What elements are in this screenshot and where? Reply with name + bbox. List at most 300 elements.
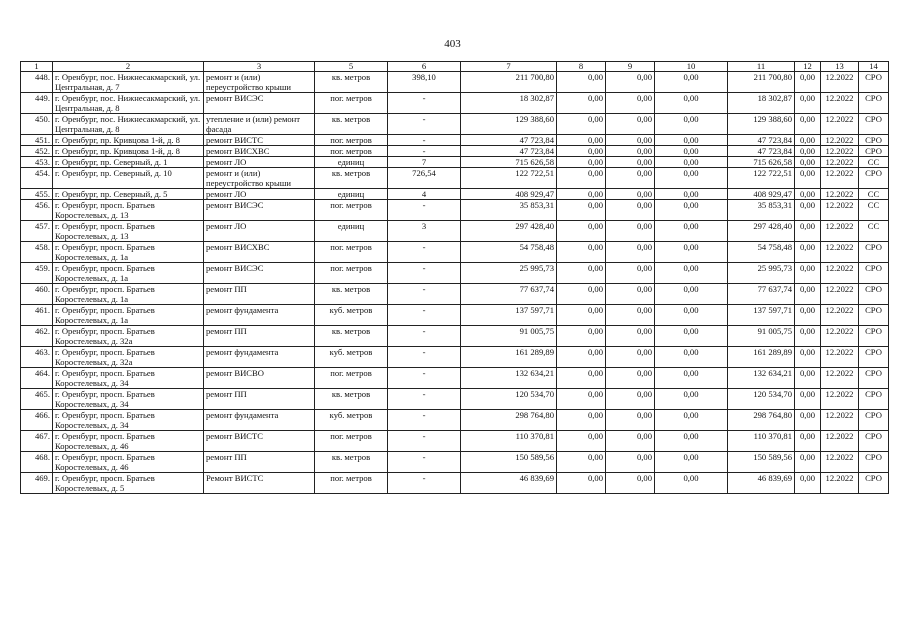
unit-cell: кв. метров — [315, 389, 388, 410]
total-cost-cell: 25 995,73 — [461, 263, 557, 284]
work-type-cell: Ремонт ВИСТС — [204, 473, 315, 494]
unit-cell: пог. метров — [315, 146, 388, 157]
completion-date-cell: 12.2022 — [821, 284, 859, 305]
col12-cell: 0,00 — [795, 72, 821, 93]
quantity-cell: - — [388, 452, 461, 473]
total-cost-cell: 77 637,74 — [461, 284, 557, 305]
table-row — [21, 242, 889, 263]
row-number: 448. — [21, 72, 53, 93]
table-row — [21, 72, 889, 93]
row-number: 463. — [21, 347, 53, 368]
work-type-cell: ремонт ВИСХВС — [204, 242, 315, 263]
col12-cell: 0,00 — [795, 368, 821, 389]
table-row — [21, 473, 889, 494]
work-type-cell: ремонт и (или) переустройство крыши — [204, 72, 315, 93]
table-row — [21, 305, 889, 326]
col12-cell: 0,00 — [795, 347, 821, 368]
table-row — [21, 263, 889, 284]
table-row — [21, 189, 889, 200]
col11-cell: 47 723,84 — [728, 135, 795, 146]
fund-type-cell: СРО — [859, 347, 889, 368]
table-row — [21, 221, 889, 242]
fund-type-cell: СРО — [859, 368, 889, 389]
col12-cell: 0,00 — [795, 168, 821, 189]
quantity-cell: - — [388, 284, 461, 305]
table-row — [21, 368, 889, 389]
address-cell: г. Оренбург, просп. Братьев Коростелевых, д. 13 — [53, 221, 204, 242]
column-number-header: 7 — [461, 62, 557, 72]
column-number-header: 14 — [859, 62, 889, 72]
col8-cell: 0,00 — [557, 221, 606, 242]
col11-cell: 298 764,80 — [728, 410, 795, 431]
address-cell: г. Оренбург, пос. Нижнесакмарский, ул. Центральная, д. 8 — [53, 93, 204, 114]
col9-cell: 0,00 — [606, 146, 655, 157]
col9-cell: 0,00 — [606, 114, 655, 135]
completion-date-cell: 12.2022 — [821, 452, 859, 473]
column-number-row — [21, 62, 889, 72]
col9-cell: 0,00 — [606, 157, 655, 168]
col11-cell: 132 634,21 — [728, 368, 795, 389]
col11-cell: 91 005,75 — [728, 326, 795, 347]
total-cost-cell: 91 005,75 — [461, 326, 557, 347]
row-number: 466. — [21, 410, 53, 431]
col9-cell: 0,00 — [606, 284, 655, 305]
row-number: 449. — [21, 93, 53, 114]
col10-cell: 0,00 — [655, 368, 728, 389]
col8-cell: 0,00 — [557, 242, 606, 263]
col9-cell: 0,00 — [606, 473, 655, 494]
col8-cell: 0,00 — [557, 146, 606, 157]
col9-cell: 0,00 — [606, 135, 655, 146]
col8-cell: 0,00 — [557, 135, 606, 146]
completion-date-cell: 12.2022 — [821, 135, 859, 146]
address-cell: г. Оренбург, просп. Братьев Коростелевых, д. 1а — [53, 305, 204, 326]
fund-type-cell: СС — [859, 221, 889, 242]
unit-cell: куб. метров — [315, 347, 388, 368]
address-cell: г. Оренбург, пр. Северный, д. 1 — [53, 157, 204, 168]
table-row — [21, 146, 889, 157]
row-number: 451. — [21, 135, 53, 146]
col12-cell: 0,00 — [795, 410, 821, 431]
col8-cell: 0,00 — [557, 473, 606, 494]
address-cell: г. Оренбург, просп. Братьев Коростелевых, д. 34 — [53, 368, 204, 389]
quantity-cell: - — [388, 263, 461, 284]
completion-date-cell: 12.2022 — [821, 114, 859, 135]
col12-cell: 0,00 — [795, 284, 821, 305]
col12-cell: 0,00 — [795, 93, 821, 114]
column-number-header: 10 — [655, 62, 728, 72]
col11-cell: 297 428,40 — [728, 221, 795, 242]
col10-cell: 0,00 — [655, 326, 728, 347]
col8-cell: 0,00 — [557, 347, 606, 368]
col12-cell: 0,00 — [795, 157, 821, 168]
col11-cell: 47 723,84 — [728, 146, 795, 157]
col12-cell: 0,00 — [795, 263, 821, 284]
fund-type-cell: СРО — [859, 431, 889, 452]
repair-register-table — [20, 61, 889, 494]
total-cost-cell: 137 597,71 — [461, 305, 557, 326]
table-row — [21, 431, 889, 452]
col10-cell: 0,00 — [655, 263, 728, 284]
address-cell: г. Оренбург, пр. Северный, д. 10 — [53, 168, 204, 189]
col11-cell: 18 302,87 — [728, 93, 795, 114]
work-type-cell: ремонт ЛО — [204, 189, 315, 200]
fund-type-cell: СРО — [859, 168, 889, 189]
quantity-cell: - — [388, 146, 461, 157]
unit-cell: пог. метров — [315, 263, 388, 284]
col8-cell: 0,00 — [557, 157, 606, 168]
col8-cell: 0,00 — [557, 72, 606, 93]
row-number: 469. — [21, 473, 53, 494]
row-number: 464. — [21, 368, 53, 389]
column-number-header: 13 — [821, 62, 859, 72]
address-cell: г. Оренбург, просп. Братьев Коростелевых, д. 34 — [53, 410, 204, 431]
work-type-cell: ремонт ПП — [204, 452, 315, 473]
col9-cell: 0,00 — [606, 72, 655, 93]
quantity-cell: 7 — [388, 157, 461, 168]
total-cost-cell: 110 370,81 — [461, 431, 557, 452]
row-number: 461. — [21, 305, 53, 326]
fund-type-cell: СРО — [859, 389, 889, 410]
unit-cell: единиц — [315, 189, 388, 200]
completion-date-cell: 12.2022 — [821, 221, 859, 242]
row-number: 455. — [21, 189, 53, 200]
completion-date-cell: 12.2022 — [821, 326, 859, 347]
total-cost-cell: 161 289,89 — [461, 347, 557, 368]
fund-type-cell: СРО — [859, 410, 889, 431]
total-cost-cell: 297 428,40 — [461, 221, 557, 242]
col12-cell: 0,00 — [795, 114, 821, 135]
unit-cell: пог. метров — [315, 200, 388, 221]
address-cell: г. Оренбург, просп. Братьев Коростелевых, д. 5 — [53, 473, 204, 494]
col9-cell: 0,00 — [606, 93, 655, 114]
total-cost-cell: 54 758,48 — [461, 242, 557, 263]
address-cell: г. Оренбург, пос. Нижнесакмарский, ул. Центральная, д. 8 — [53, 114, 204, 135]
col8-cell: 0,00 — [557, 431, 606, 452]
col8-cell: 0,00 — [557, 263, 606, 284]
fund-type-cell: СРО — [859, 263, 889, 284]
col10-cell: 0,00 — [655, 72, 728, 93]
work-type-cell: ремонт ЛО — [204, 157, 315, 168]
address-cell: г. Оренбург, просп. Братьев Коростелевых, д. 1а — [53, 263, 204, 284]
col11-cell: 46 839,69 — [728, 473, 795, 494]
col9-cell: 0,00 — [606, 326, 655, 347]
quantity-cell: 3 — [388, 221, 461, 242]
completion-date-cell: 12.2022 — [821, 93, 859, 114]
col10-cell: 0,00 — [655, 305, 728, 326]
table-row — [21, 157, 889, 168]
col12-cell: 0,00 — [795, 326, 821, 347]
table-row — [21, 452, 889, 473]
total-cost-cell: 150 589,56 — [461, 452, 557, 473]
quantity-cell: - — [388, 242, 461, 263]
column-number-header: 3 — [204, 62, 315, 72]
address-cell: г. Оренбург, пр. Кривцова 1-й, д. 8 — [53, 135, 204, 146]
fund-type-cell: СС — [859, 157, 889, 168]
quantity-cell: - — [388, 93, 461, 114]
row-number: 465. — [21, 389, 53, 410]
address-cell: г. Оренбург, просп. Братьев Коростелевых, д. 46 — [53, 452, 204, 473]
column-number-header: 11 — [728, 62, 795, 72]
total-cost-cell: 120 534,70 — [461, 389, 557, 410]
col12-cell: 0,00 — [795, 452, 821, 473]
fund-type-cell: СРО — [859, 305, 889, 326]
work-type-cell: ремонт ВИСЭС — [204, 200, 315, 221]
col11-cell: 35 853,31 — [728, 200, 795, 221]
completion-date-cell: 12.2022 — [821, 168, 859, 189]
col9-cell: 0,00 — [606, 200, 655, 221]
completion-date-cell: 12.2022 — [821, 146, 859, 157]
fund-type-cell: СРО — [859, 473, 889, 494]
col10-cell: 0,00 — [655, 221, 728, 242]
completion-date-cell: 12.2022 — [821, 473, 859, 494]
unit-cell: куб. метров — [315, 305, 388, 326]
table-row — [21, 135, 889, 146]
completion-date-cell: 12.2022 — [821, 305, 859, 326]
col12-cell: 0,00 — [795, 473, 821, 494]
col10-cell: 0,00 — [655, 135, 728, 146]
col10-cell: 0,00 — [655, 189, 728, 200]
col10-cell: 0,00 — [655, 93, 728, 114]
completion-date-cell: 12.2022 — [821, 410, 859, 431]
unit-cell: пог. метров — [315, 93, 388, 114]
row-number: 467. — [21, 431, 53, 452]
col8-cell: 0,00 — [557, 410, 606, 431]
unit-cell: пог. метров — [315, 473, 388, 494]
row-number: 459. — [21, 263, 53, 284]
fund-type-cell: СРО — [859, 284, 889, 305]
col10-cell: 0,00 — [655, 347, 728, 368]
completion-date-cell: 12.2022 — [821, 157, 859, 168]
unit-cell: пог. метров — [315, 431, 388, 452]
col9-cell: 0,00 — [606, 389, 655, 410]
completion-date-cell: 12.2022 — [821, 72, 859, 93]
address-cell: г. Оренбург, просп. Братьев Коростелевых, д. 46 — [53, 431, 204, 452]
quantity-cell: - — [388, 200, 461, 221]
column-number-header: 9 — [606, 62, 655, 72]
col11-cell: 77 637,74 — [728, 284, 795, 305]
quantity-cell: - — [388, 473, 461, 494]
quantity-cell: 726,54 — [388, 168, 461, 189]
col12-cell: 0,00 — [795, 221, 821, 242]
completion-date-cell: 12.2022 — [821, 431, 859, 452]
column-number-header: 2 — [53, 62, 204, 72]
col8-cell: 0,00 — [557, 452, 606, 473]
work-type-cell: ремонт ПП — [204, 326, 315, 347]
col11-cell: 110 370,81 — [728, 431, 795, 452]
total-cost-cell: 132 634,21 — [461, 368, 557, 389]
address-cell: г. Оренбург, просп. Братьев Коростелевых, д. 13 — [53, 200, 204, 221]
table-row — [21, 284, 889, 305]
col10-cell: 0,00 — [655, 114, 728, 135]
col12-cell: 0,00 — [795, 146, 821, 157]
col10-cell: 0,00 — [655, 168, 728, 189]
col12-cell: 0,00 — [795, 189, 821, 200]
address-cell: г. Оренбург, пр. Северный, д. 5 — [53, 189, 204, 200]
col9-cell: 0,00 — [606, 242, 655, 263]
address-cell: г. Оренбург, просп. Братьев Коростелевых, д. 32а — [53, 347, 204, 368]
completion-date-cell: 12.2022 — [821, 242, 859, 263]
unit-cell: кв. метров — [315, 326, 388, 347]
unit-cell: кв. метров — [315, 168, 388, 189]
col10-cell: 0,00 — [655, 473, 728, 494]
work-type-cell: ремонт ВИСТС — [204, 431, 315, 452]
col11-cell: 161 289,89 — [728, 347, 795, 368]
col9-cell: 0,00 — [606, 221, 655, 242]
col11-cell: 122 722,51 — [728, 168, 795, 189]
work-type-cell: ремонт ВИСЭС — [204, 263, 315, 284]
unit-cell: пог. метров — [315, 135, 388, 146]
col9-cell: 0,00 — [606, 410, 655, 431]
unit-cell: кв. метров — [315, 72, 388, 93]
total-cost-cell: 129 388,60 — [461, 114, 557, 135]
total-cost-cell: 408 929,47 — [461, 189, 557, 200]
address-cell: г. Оренбург, просп. Братьев Коростелевых, д. 1а — [53, 284, 204, 305]
fund-type-cell: СРО — [859, 242, 889, 263]
address-cell: г. Оренбург, просп. Братьев Коростелевых, д. 1а — [53, 242, 204, 263]
quantity-cell: - — [388, 135, 461, 146]
work-type-cell: ремонт и (или) переустройство крыши — [204, 168, 315, 189]
completion-date-cell: 12.2022 — [821, 389, 859, 410]
col11-cell: 211 700,80 — [728, 72, 795, 93]
total-cost-cell: 35 853,31 — [461, 200, 557, 221]
total-cost-cell: 211 700,80 — [461, 72, 557, 93]
total-cost-cell: 122 722,51 — [461, 168, 557, 189]
table-row — [21, 410, 889, 431]
quantity-cell: - — [388, 305, 461, 326]
row-number: 456. — [21, 200, 53, 221]
col10-cell: 0,00 — [655, 157, 728, 168]
unit-cell: единиц — [315, 157, 388, 168]
work-type-cell: ремонт фундамента — [204, 410, 315, 431]
completion-date-cell: 12.2022 — [821, 263, 859, 284]
col8-cell: 0,00 — [557, 326, 606, 347]
quantity-cell: 398,10 — [388, 72, 461, 93]
table-row — [21, 389, 889, 410]
table-row — [21, 200, 889, 221]
col8-cell: 0,00 — [557, 114, 606, 135]
table-row — [21, 114, 889, 135]
col12-cell: 0,00 — [795, 305, 821, 326]
unit-cell: единиц — [315, 221, 388, 242]
col9-cell: 0,00 — [606, 347, 655, 368]
col12-cell: 0,00 — [795, 200, 821, 221]
fund-type-cell: СРО — [859, 326, 889, 347]
fund-type-cell: СРО — [859, 93, 889, 114]
table-row — [21, 93, 889, 114]
col8-cell: 0,00 — [557, 389, 606, 410]
column-number-header: 5 — [315, 62, 388, 72]
unit-cell: кв. метров — [315, 452, 388, 473]
col12-cell: 0,00 — [795, 389, 821, 410]
unit-cell: пог. метров — [315, 242, 388, 263]
fund-type-cell: СРО — [859, 146, 889, 157]
quantity-cell: - — [388, 431, 461, 452]
col8-cell: 0,00 — [557, 284, 606, 305]
page-number: 403 — [444, 38, 461, 50]
col10-cell: 0,00 — [655, 410, 728, 431]
col8-cell: 0,00 — [557, 200, 606, 221]
fund-type-cell: СРО — [859, 72, 889, 93]
work-type-cell: ремонт ЛО — [204, 221, 315, 242]
col9-cell: 0,00 — [606, 368, 655, 389]
unit-cell: куб. метров — [315, 410, 388, 431]
total-cost-cell: 18 302,87 — [461, 93, 557, 114]
quantity-cell: 4 — [388, 189, 461, 200]
row-number: 457. — [21, 221, 53, 242]
col11-cell: 408 929,47 — [728, 189, 795, 200]
total-cost-cell: 47 723,84 — [461, 146, 557, 157]
row-number: 450. — [21, 114, 53, 135]
col10-cell: 0,00 — [655, 200, 728, 221]
col8-cell: 0,00 — [557, 93, 606, 114]
work-type-cell: ремонт ВИСЭС — [204, 93, 315, 114]
fund-type-cell: СРО — [859, 452, 889, 473]
total-cost-cell: 47 723,84 — [461, 135, 557, 146]
completion-date-cell: 12.2022 — [821, 189, 859, 200]
col11-cell: 54 758,48 — [728, 242, 795, 263]
col8-cell: 0,00 — [557, 305, 606, 326]
table-row — [21, 326, 889, 347]
row-number: 452. — [21, 146, 53, 157]
work-type-cell: ремонт ВИСХВС — [204, 146, 315, 157]
col11-cell: 715 626,58 — [728, 157, 795, 168]
col10-cell: 0,00 — [655, 242, 728, 263]
col11-cell: 120 534,70 — [728, 389, 795, 410]
col9-cell: 0,00 — [606, 452, 655, 473]
fund-type-cell: СРО — [859, 135, 889, 146]
quantity-cell: - — [388, 389, 461, 410]
col11-cell: 129 388,60 — [728, 114, 795, 135]
col10-cell: 0,00 — [655, 284, 728, 305]
address-cell: г. Оренбург, просп. Братьев Коростелевых, д. 32а — [53, 326, 204, 347]
quantity-cell: - — [388, 410, 461, 431]
col11-cell: 25 995,73 — [728, 263, 795, 284]
completion-date-cell: 12.2022 — [821, 347, 859, 368]
table-row — [21, 168, 889, 189]
address-cell: г. Оренбург, просп. Братьев Коростелевых, д. 34 — [53, 389, 204, 410]
col12-cell: 0,00 — [795, 242, 821, 263]
column-number-header: 8 — [557, 62, 606, 72]
unit-cell: кв. метров — [315, 284, 388, 305]
quantity-cell: - — [388, 347, 461, 368]
col10-cell: 0,00 — [655, 146, 728, 157]
total-cost-cell: 298 764,80 — [461, 410, 557, 431]
col8-cell: 0,00 — [557, 189, 606, 200]
unit-cell: кв. метров — [315, 114, 388, 135]
work-type-cell: ремонт ПП — [204, 389, 315, 410]
column-number-header: 6 — [388, 62, 461, 72]
col10-cell: 0,00 — [655, 452, 728, 473]
col12-cell: 0,00 — [795, 431, 821, 452]
col11-cell: 137 597,71 — [728, 305, 795, 326]
col10-cell: 0,00 — [655, 431, 728, 452]
row-number: 454. — [21, 168, 53, 189]
col8-cell: 0,00 — [557, 368, 606, 389]
table-row — [21, 347, 889, 368]
fund-type-cell: СРО — [859, 114, 889, 135]
work-type-cell: ремонт фундамента — [204, 347, 315, 368]
total-cost-cell: 715 626,58 — [461, 157, 557, 168]
row-number: 453. — [21, 157, 53, 168]
row-number: 458. — [21, 242, 53, 263]
quantity-cell: - — [388, 114, 461, 135]
row-number: 468. — [21, 452, 53, 473]
col9-cell: 0,00 — [606, 263, 655, 284]
fund-type-cell: СС — [859, 189, 889, 200]
col9-cell: 0,00 — [606, 305, 655, 326]
col9-cell: 0,00 — [606, 168, 655, 189]
